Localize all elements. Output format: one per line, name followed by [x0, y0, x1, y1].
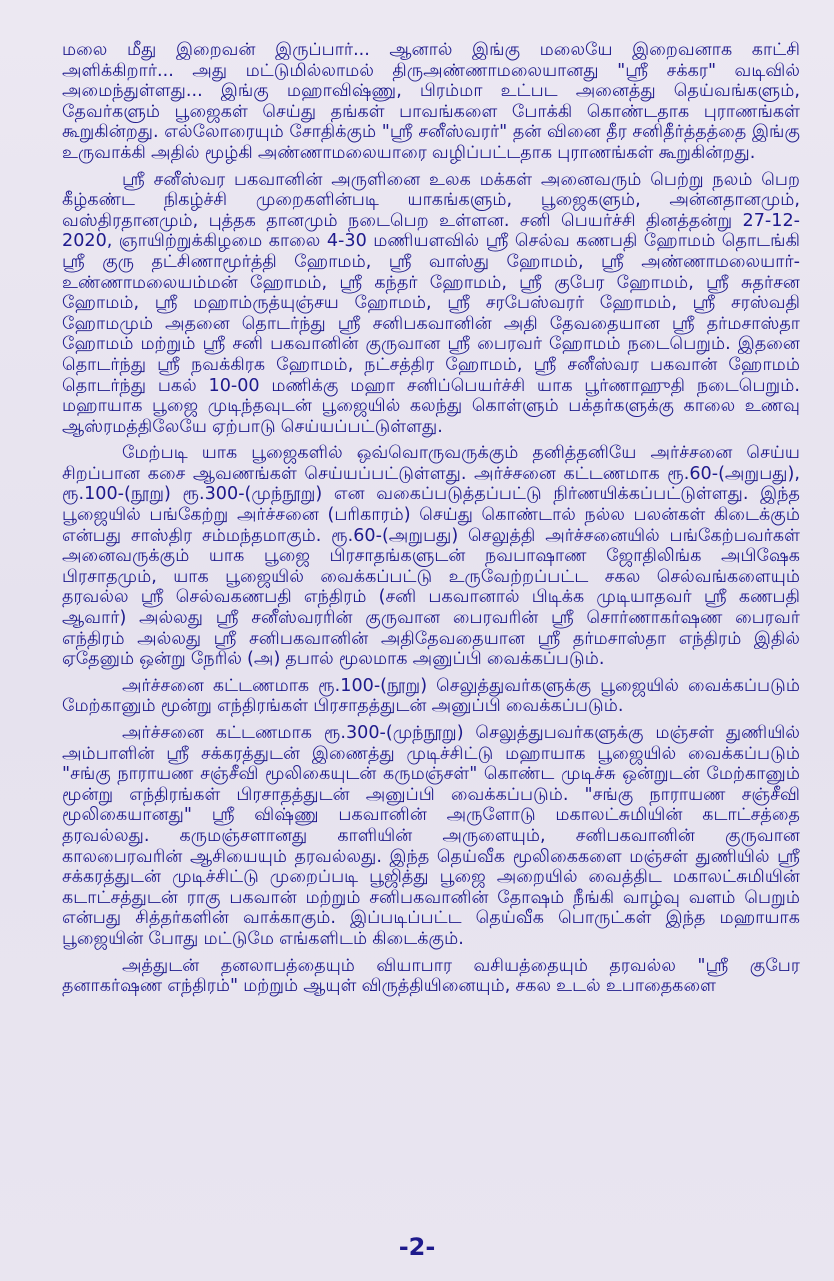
page-number: -2- [398, 1233, 436, 1261]
document-body [62, 40, 800, 997]
paragraph: மலை மீது இறைவன் இருப்பார்... ஆனால் இங்கு மலையே இறைவனாக காட்சி அளிக்கிறார்... அது மட்டுமில்லாமல் திருஅண்ணாமலையானது "ஸ்ரீ சக்கர" வடிவில் அமைந்துள்ளது... இங்கு மஹாவிஷ்ணு, பிரம்மா உட்பட அனைத்து தெய்வங்களும், தேவர்களும் பூஜைகள் செய்து தங்கள் பாவங்களை போக்கி கொண்டதாக புராணங்கள் கூறுகின்றது. எல்லோரையும் சோதிக்கும் "ஸ்ரீ சனீஸ்வரர்" தன் வினை தீர சனிதீர்த்தத்தை இங்கு உருவாக்கி அதில் மூழ்கி அண்ணாமலையாரை வழிப்பட்டதாக புராணங்கள் கூறுகின்றது. [62, 40, 800, 163]
paragraph: அத்துடன் தனலாபத்தையும் வியாபார வசியத்தையும் தரவல்ல "ஸ்ரீ குபேர தனாகர்ஷண எந்திரம்" மற்றும் ஆயுள் விருத்தியினையும், சகல உடல் உபாதைகளை [62, 955, 800, 997]
paragraph: அர்ச்சனை கட்டணமாக ரூ.300-(முந்நூறு) செலுத்துபவர்களுக்கு மஞ்சள் துணியில் அம்பாளின் ஸ்ரீ சக்கரத்துடன் இணைத்து முடிச்சிட்டு மஹாயாக பூஜையில் வைக்கப்படும் "சங்கு நாராயண சஞ்சீவி மூலிகையுடன் கருமஞ்சள்" கொண்ட முடிச்சு ஒன்றுடன் மேற்கானும் மூன்று எந்திரங்கள் பிரசாதத்துடன் அனுப்பி வைக்கப்படும். "சங்கு நாராயண சஞ்சீவி மூலிகையானது" ஸ்ரீ விஷ்ணு பகவானின் அருளோடு மகாலட்சுமியின் கடாட்சத்தை தரவல்லது. கருமஞ்சளானது காளியின் அருளையும், சனிபகவானின் குருவான காலபைரவரின் ஆசியையும் தரவல்லது. இந்த தெய்வீக மூலிகைகளை மஞ்சள் துணியில் ஸ்ரீ சக்கரத்துடன் முடிச்சிட்டு முறைப்படி பூஜித்து பூஜை அறையில் வைத்திட மகாலட்சுமியின் கடாட்சத்துடன் ராகு பகவான் மற்றும் சனிபகவானின் தோஷம் நீங்கி வாழ்வு வளம் பெறும் என்பது சித்தர்களின் வாக்காகும். இப்படிப்பட்ட தெய்வீக பொருட்கள் இந்த மஹாயாக பூஜையின் போது மட்டுமே எங்களிடம் கிடைக்கும். [62, 723, 800, 949]
paragraph: அர்ச்சனை கட்டணமாக ரூ.100-(நூறு) செலுத்துவர்களுக்கு பூஜையில் வைக்கப்படும் மேற்கானும் மூன்று எந்திரங்கள் பிரசாதத்துடன் அனுப்பி வைக்கப்படும். [62, 675, 800, 717]
paragraph: மேற்படி யாக பூஜைகளில் ஒவ்வொருவருக்கும் தனித்தனியே அர்ச்சனை செய்ய சிறப்பான கசை ஆவணங்கள் செய்யப்பட்டுள்ளது. அர்ச்சனை கட்டணமாக ரூ.60-(அறுபது), ரூ.100-(நூறு) ரூ.300-(முந்நூறு) என வகைப்படுத்தப்பட்டு நிர்ணயிக்கப்பட்டுள்ளது. இந்த பூஜையில் பங்கேற்று அர்ச்சனை (பரிகாரம்) செய்து கொண்டால் நல்ல பலன்கள் கிடைக்கும் என்பது சாஸ்திர சம்மந்தமாகும். ரூ.60-(அறுபது) செலுத்தி அர்ச்சனையில் பங்கேற்பவர்கள் அனைவருக்கும் யாக பூஜை பிரசாதங்களுடன் நவபாஷாண ஜோதிலிங்க அபிஷேக பிரசாதமும், யாக பூஜையில் வைக்கப்பட்டு உருவேற்றப்பட்ட சகல செல்வங்களையும் தரவல்ல ஸ்ரீ செல்வகணபதி எந்திரம் (சனி பகவானால் பிடிக்க முடியாதவர் ஸ்ரீ கணபதி ஆவார்) அல்லது ஸ்ரீ சனீஸ்வரரின் குருவான பைரவரின் ஸ்ரீ சொர்ணாகர்ஷண பைரவர் எந்திரம் அல்லது ஸ்ரீ சனிபகவானின் அதிதேவதையான ஸ்ரீ தர்மசாஸ்தா எந்திரம் இதில் ஏதேனும் ஒன்று நேரில் (அ) தபால் மூலமாக அனுப்பி வைக்கப்படும். [62, 443, 800, 670]
paragraph: ஸ்ரீ சனீஸ்வர பகவானின் அருளினை உலக மக்கள் அனைவரும் பெற்று நலம் பெற கீழ்கண்ட நிகழ்ச்சி முறைகளின்படி யாகங்களும், பூஜைகளும், அன்னதானமும், வஸ்திரதானமும், புத்தக தானமும் நடைபெற உள்ளன. சனி பெயர்ச்சி தினத்தன்று 27-12-2020, ஞாயிற்றுக்கிழமை காலை 4-30 மணியளவில் ஸ்ரீ செல்வ கணபதி ஹோமம் தொடங்கி ஸ்ரீ குரு தட்சிணாமூர்த்தி ஹோமம், ஸ்ரீ வாஸ்து ஹோமம், ஸ்ரீ அண்ணாமலையார்-உண்ணாமலையம்மன் ஹோமம், ஸ்ரீ கந்தர் ஹோமம், ஸ்ரீ குபேர ஹோமம், ஸ்ரீ சுதர்சன ஹோமம், ஸ்ரீ மஹாம்ருத்யுஞ்சய ஹோமம், ஸ்ரீ சரபேஸ்வரர் ஹோமம், ஸ்ரீ சரஸ்வதி ஹோமமும் அதனை தொடர்ந்து ஸ்ரீ சனிபகவானின் அதி தேவதையான ஸ்ரீ தர்மசாஸ்தா ஹோமம் மற்றும் ஸ்ரீ சனி பகவானின் குருவான ஸ்ரீ பைரவர் ஹோமம் நடைபெறும். இதனை தொடர்ந்து ஸ்ரீ நவக்கிரக ஹோமம், நட்சத்திர ஹோமம், ஸ்ரீ சனீஸ்வர பகவான் ஹோமம் தொடர்ந்து பகல் 10-00 மணிக்கு மஹா சனிப்பெயர்ச்சி யாக பூர்ணாஹுதி நடைபெறும். மஹாயாக பூஜை முடிந்தவுடன் பூஜையில் கலந்து கொள்ளும் பக்தர்களுக்கு காலை உணவு ஆஸ்ரமத்திலேயே ஏற்பாடு செய்யப்பட்டுள்ளது. [62, 169, 800, 437]
